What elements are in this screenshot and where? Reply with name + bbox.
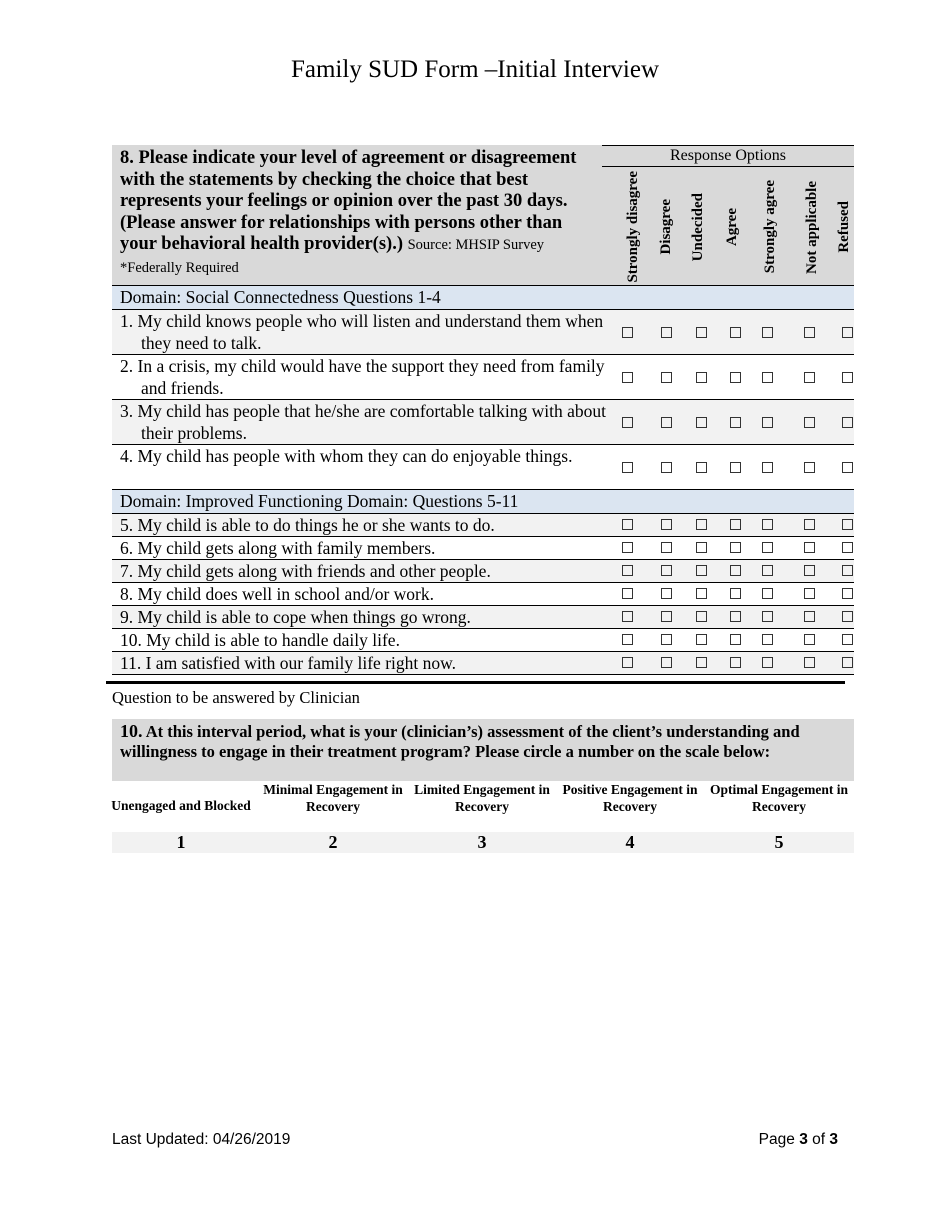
question-10-text: At this interval period, what is your (clinician’s) assessment of the client’s understanding and willingness to engage in their treatment program? Please circle a number on the scale below:	[120, 722, 800, 761]
scale-value-2[interactable]: 2	[328, 832, 338, 852]
response-checkbox[interactable]	[622, 462, 633, 473]
response-checkbox[interactable]	[730, 542, 741, 553]
question-row	[112, 583, 854, 606]
response-option-header-4	[750, 167, 790, 287]
response-checkbox[interactable]	[842, 327, 853, 338]
response-checkbox[interactable]	[804, 611, 815, 622]
response-checkbox[interactable]	[696, 462, 707, 473]
response-checkbox[interactable]	[661, 372, 672, 383]
response-checkbox[interactable]	[842, 462, 853, 473]
question-row-text: 3. My child has people that he/she are comfortable talking with about their problems.	[120, 401, 606, 443]
response-checkbox[interactable]	[842, 372, 853, 383]
scale-value-4[interactable]: 4	[625, 832, 635, 852]
response-option-label: Strongly agree	[762, 180, 778, 274]
response-checkbox[interactable]	[762, 372, 773, 383]
response-checkbox[interactable]	[661, 417, 672, 428]
response-checkbox[interactable]	[762, 611, 773, 622]
response-checkbox[interactable]	[762, 462, 773, 473]
page-current: 3	[799, 1131, 808, 1148]
clinician-section-label: Question to be answered by Clinician	[112, 688, 360, 707]
question-row	[112, 445, 854, 490]
engagement-scale-numbers	[112, 832, 854, 853]
question-row-text: 4. My child has people with whom they can do enjoyable things.	[120, 446, 573, 466]
scale-value-3[interactable]: 3	[477, 832, 487, 852]
question-8-prompt	[112, 145, 593, 285]
last-updated: Last Updated: 04/26/2019	[112, 1131, 291, 1148]
question-10-prompt	[112, 719, 854, 781]
response-checkbox[interactable]	[661, 588, 672, 599]
response-checkbox[interactable]	[730, 372, 741, 383]
response-option-header-6	[824, 167, 864, 287]
question-row	[112, 652, 854, 675]
response-checkbox[interactable]	[696, 417, 707, 428]
response-checkbox[interactable]	[622, 657, 633, 668]
question-8-table	[112, 145, 854, 675]
response-checkbox[interactable]	[730, 611, 741, 622]
response-checkbox[interactable]	[804, 417, 815, 428]
response-checkbox[interactable]	[730, 462, 741, 473]
question-row-text: 1. My child knows people who will listen and understand them when they need to talk.	[120, 311, 604, 353]
response-checkbox[interactable]	[696, 542, 707, 553]
question-row-text: 5. My child is able to do things he or she wants to do.	[120, 515, 495, 535]
response-checkbox[interactable]	[762, 565, 773, 576]
response-checkbox[interactable]	[842, 634, 853, 645]
response-checkbox[interactable]	[842, 657, 853, 668]
scale-label-1: Unengaged and Blocked	[111, 798, 251, 813]
domain-header: Domain: Improved Functioning Domain: Questions 5-11	[112, 490, 854, 514]
response-checkbox[interactable]	[622, 634, 633, 645]
question-row	[112, 629, 854, 652]
response-option-label: Not applicable	[804, 180, 820, 274]
response-checkbox[interactable]	[804, 372, 815, 383]
section-divider	[106, 681, 845, 684]
response-checkbox[interactable]	[804, 634, 815, 645]
response-checkbox[interactable]	[842, 519, 853, 530]
question-row-text: 8. My child does well in school and/or work.	[120, 584, 434, 604]
question-row-text: 9. My child is able to cope when things go wrong.	[120, 607, 471, 627]
response-checkbox[interactable]	[804, 462, 815, 473]
response-checkbox[interactable]	[622, 417, 633, 428]
response-checkbox[interactable]	[622, 519, 633, 530]
response-checkbox[interactable]	[804, 565, 815, 576]
response-checkbox[interactable]	[622, 611, 633, 622]
response-checkbox[interactable]	[661, 462, 672, 473]
response-checkbox[interactable]	[661, 327, 672, 338]
response-checkbox[interactable]	[762, 542, 773, 553]
response-checkbox[interactable]	[842, 565, 853, 576]
response-checkbox[interactable]	[842, 542, 853, 553]
response-checkbox[interactable]	[762, 657, 773, 668]
question-row	[112, 537, 854, 560]
response-checkbox[interactable]	[842, 417, 853, 428]
response-checkbox[interactable]	[622, 327, 633, 338]
response-checkbox[interactable]	[762, 327, 773, 338]
response-option-label: Undecided	[690, 192, 706, 262]
response-checkbox[interactable]	[622, 372, 633, 383]
response-checkbox[interactable]	[730, 565, 741, 576]
page-number	[759, 1131, 838, 1149]
response-checkbox[interactable]	[696, 634, 707, 645]
question-row-text: 10. My child is able to handle daily life.	[120, 630, 400, 650]
response-option-label: Agree	[724, 207, 740, 247]
response-options-title: Response Options	[602, 145, 854, 167]
page-of: of	[812, 1131, 826, 1148]
response-checkbox[interactable]	[622, 588, 633, 599]
response-checkbox[interactable]	[762, 519, 773, 530]
domain-header: Domain: Social Connectedness Questions 1-4	[112, 286, 854, 310]
response-checkbox[interactable]	[730, 657, 741, 668]
question-row	[112, 606, 854, 629]
response-option-label: Strongly disagree	[625, 171, 641, 283]
response-option-label: Disagree	[658, 199, 674, 255]
response-checkbox[interactable]	[696, 565, 707, 576]
scale-value-5[interactable]: 5	[774, 832, 784, 852]
response-checkbox[interactable]	[804, 327, 815, 338]
response-checkbox[interactable]	[661, 565, 672, 576]
question-10-number: 10.	[120, 721, 143, 741]
question-row	[112, 560, 854, 583]
response-checkbox[interactable]	[730, 327, 741, 338]
response-checkbox[interactable]	[842, 588, 853, 599]
scale-label-2: Minimal Engagement in Recovery	[263, 782, 403, 814]
question-row-text: 6. My child gets along with family members.	[120, 538, 436, 558]
response-checkbox[interactable]	[762, 588, 773, 599]
response-checkbox[interactable]	[804, 519, 815, 530]
response-checkbox[interactable]	[730, 519, 741, 530]
response-checkbox[interactable]	[696, 588, 707, 599]
response-checkbox[interactable]	[696, 519, 707, 530]
response-checkbox[interactable]	[622, 542, 633, 553]
question-row-text: 11. I am satisfied with our family life right now.	[120, 653, 456, 673]
page-title: Family SUD Form –Initial Interview	[290, 56, 660, 83]
question-8-header	[112, 145, 854, 286]
response-checkbox[interactable]	[661, 634, 672, 645]
scale-label-4: Positive Engagement in Recovery	[562, 782, 698, 814]
response-checkbox[interactable]	[804, 588, 815, 599]
response-options-header	[602, 145, 854, 285]
response-checkbox[interactable]	[661, 542, 672, 553]
response-option-header-3	[712, 167, 752, 287]
question-row-text: 7. My child gets along with friends and other people.	[120, 561, 491, 581]
scale-value-1[interactable]: 1	[176, 832, 186, 852]
scale-label-5: Optimal Engagement in Recovery	[709, 782, 848, 814]
response-checkbox[interactable]	[622, 565, 633, 576]
page-label: Page	[758, 1131, 795, 1148]
question-row	[112, 514, 854, 537]
response-checkbox[interactable]	[661, 519, 672, 530]
response-checkbox[interactable]	[730, 588, 741, 599]
question-row	[112, 310, 854, 355]
page-total: 3	[829, 1131, 838, 1148]
response-option-columns	[602, 167, 854, 285]
scale-label-3: Limited Engagement in Recovery	[414, 782, 550, 814]
response-checkbox[interactable]	[696, 657, 707, 668]
engagement-scale-labels	[112, 782, 854, 832]
response-checkbox[interactable]	[661, 611, 672, 622]
response-checkbox[interactable]	[804, 657, 815, 668]
response-checkbox[interactable]	[696, 611, 707, 622]
response-checkbox[interactable]	[696, 372, 707, 383]
question-row	[112, 400, 854, 445]
engagement-scale	[112, 782, 854, 853]
question-row-text: 2. In a crisis, my child would have the support they need from family and friends.	[120, 356, 605, 398]
response-checkbox[interactable]	[762, 634, 773, 645]
response-checkbox[interactable]	[661, 657, 672, 668]
question-row	[112, 355, 854, 400]
question-8-source: Source: MHSIP Survey *Federally Required	[120, 237, 545, 276]
question-8-body	[112, 286, 854, 675]
question-8-text: 8. Please indicate your level of agreement or disagreement with the statements by checking the choice that best represents your feelings or opinion over the past 30 days. (Please answer for relationships with persons other than your behavioral health provider(s).)	[120, 148, 577, 254]
response-checkbox[interactable]	[696, 327, 707, 338]
response-checkbox[interactable]	[762, 417, 773, 428]
response-checkbox[interactable]	[804, 542, 815, 553]
response-option-label: Refused	[836, 201, 852, 253]
response-checkbox[interactable]	[730, 417, 741, 428]
response-checkbox[interactable]	[842, 611, 853, 622]
response-checkbox[interactable]	[730, 634, 741, 645]
